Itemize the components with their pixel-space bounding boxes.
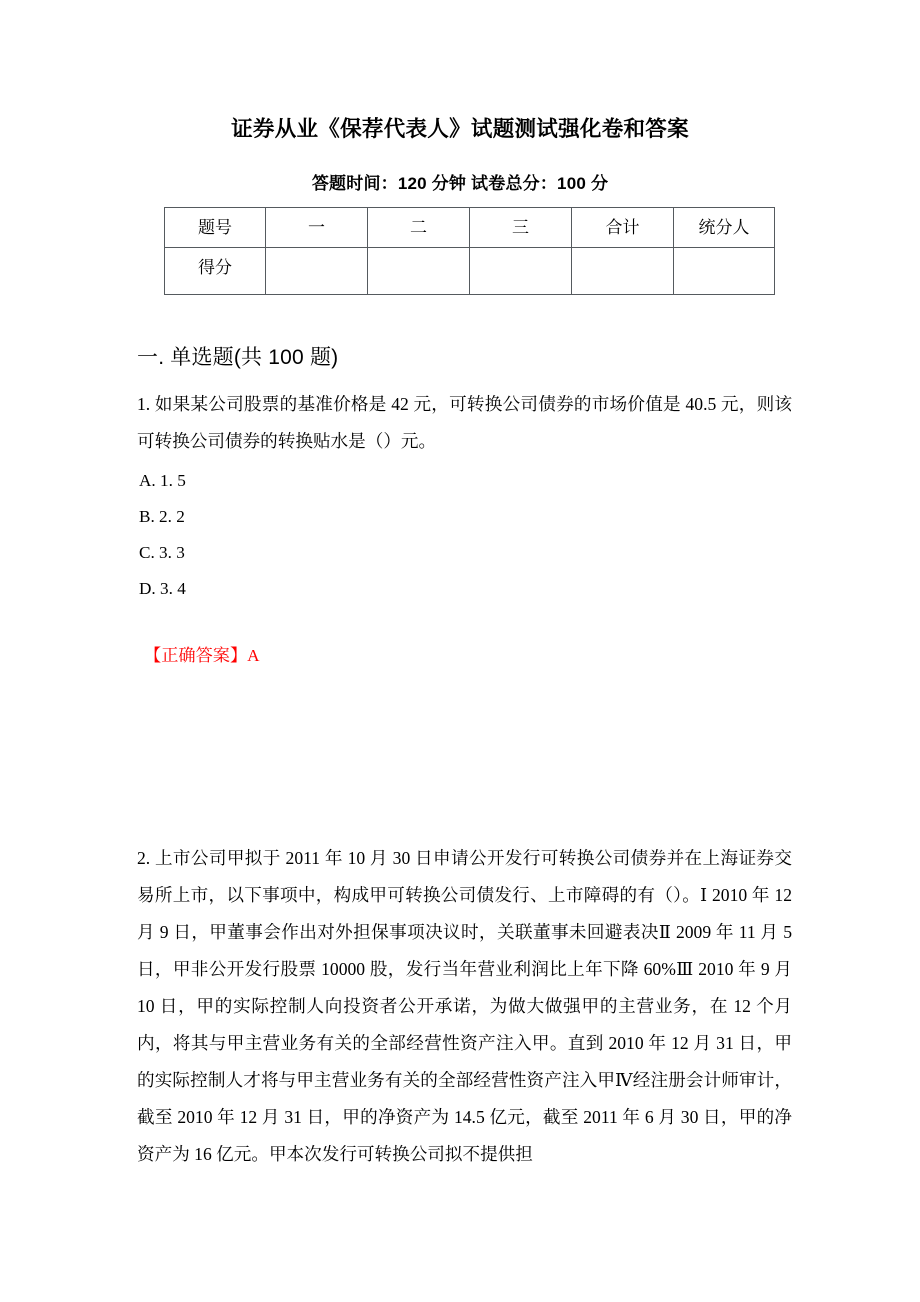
table-cell-score-1[interactable] bbox=[266, 248, 368, 295]
correct-answer-1 bbox=[144, 641, 260, 666]
table-cell-header-total: 合计 bbox=[572, 208, 674, 248]
table-cell-header-2: 二 bbox=[368, 208, 470, 248]
correct-answer-value: A bbox=[247, 646, 260, 665]
question-text-2: 2. 上市公司甲拟于 2011 年 10 月 30 日申请公开发行可转换公司债券并在上海证券交易所上市，以下事项中，构成甲可转换公司债发行、上市障碍的有（）。Ⅰ 2010 年 12 月 9 日，甲董事会作出对外担保事项决议时，关联董事未回避表决Ⅱ 2009 年 11 月 5 日，甲非公开发行股票 10000 股，发行当年营业利润比上年下降 60%Ⅲ 2010 年 9 月 10 日，甲的实际控制人向投资者公开承诺，为做大做强甲的主营业务，在 12 个月内，将其与甲主营业务有关的全部经营性资产注入甲。直到 2010 年 12 月 31 日，甲的实际控制人才将与甲主营业务有关的全部经营性资产注入甲Ⅳ经注册会计师审计，截至 2010 年 12 月 31 日，甲的净资产为 14.5 亿元，截至 2011 年 6 月 30 日，甲的净资产为 16 亿元。甲本次发行可转换公司拟不提供担 bbox=[137, 848, 792, 1164]
correct-answer-label: 【正确答案】 bbox=[144, 646, 248, 665]
table-row bbox=[165, 248, 775, 295]
option-b[interactable]: B. 2. 2 bbox=[139, 507, 185, 526]
option-a[interactable]: A. 1. 5 bbox=[139, 471, 186, 490]
option-c[interactable]: C. 3. 3 bbox=[139, 543, 185, 562]
table-cell-header-scorer: 统分人 bbox=[674, 208, 775, 248]
table-cell-header-3: 三 bbox=[470, 208, 572, 248]
table-cell-score-scorer[interactable] bbox=[674, 248, 775, 295]
table-cell-score-2[interactable] bbox=[368, 248, 470, 295]
table-cell-header-1: 一 bbox=[266, 208, 368, 248]
question-1-options bbox=[139, 463, 539, 607]
table-cell-header-label: 题号 bbox=[165, 208, 266, 248]
option-d[interactable]: D. 3. 4 bbox=[139, 579, 186, 598]
score-table-container bbox=[164, 207, 756, 295]
question-text-1: 1. 如果某公司股票的基准价格是 42 元，可转换公司债券的市场价值是 40.5 元，则该可转换公司债券的转换贴水是（）元。 bbox=[137, 394, 792, 451]
table-cell-score-total[interactable] bbox=[572, 248, 674, 295]
exam-meta-subtitle: 答题时间：120 分钟 试卷总分：100 分 bbox=[311, 174, 609, 193]
page-title: 证券从业《保荐代表人》试题测试强化卷和答案 bbox=[231, 117, 689, 141]
table-cell-score-3[interactable] bbox=[470, 248, 572, 295]
table-cell-score-label: 得分 bbox=[165, 248, 266, 295]
section-heading-single-choice: 一. 单选题(共 100 题) bbox=[137, 346, 339, 369]
table-row bbox=[165, 208, 775, 248]
score-table bbox=[164, 207, 775, 295]
